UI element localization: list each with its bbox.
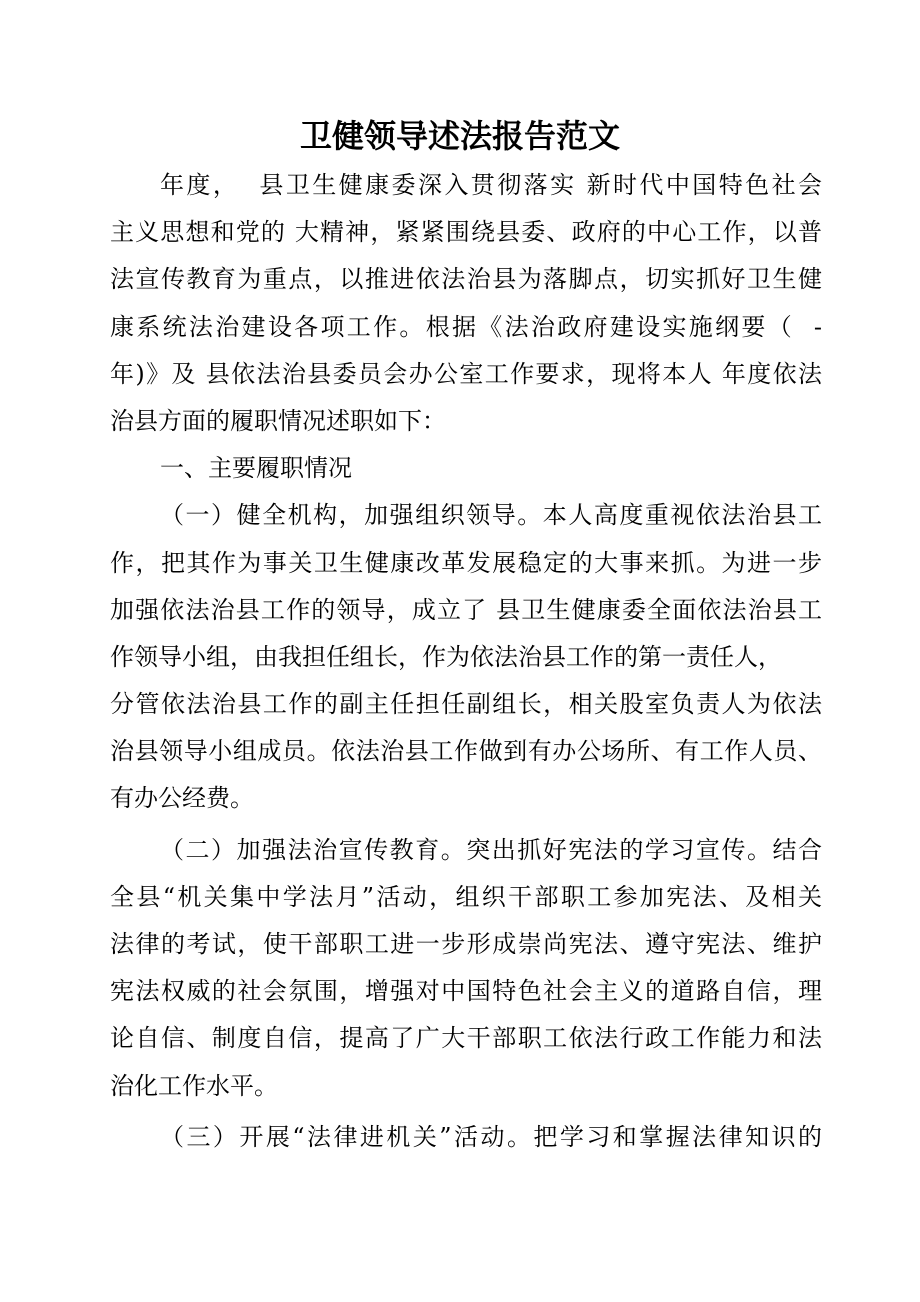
paragraph-line: 分管依法治县工作的副主任担任副组长，相关股室负责人为依法 — [110, 690, 822, 719]
paragraph-line: 作领导小组，由我担任组长，作为依法治县工作的第一责任人， — [110, 642, 782, 671]
paragraph-line: 宪法权威的社会氛围，增强对中国特色社会主义的道路自信，理 — [110, 977, 822, 1006]
paragraph-line: 治县方面的履职情况述职如下： — [110, 406, 446, 435]
section-heading: 一、主要履职情况 — [160, 454, 352, 483]
paragraph-line: 法宣传教育为重点，以推进依法治县为落脚点，切实抓好卫生健 — [110, 265, 822, 294]
paragraph-line: 治县领导小组成员。依法治县工作做到有办公场所、有工作人员、 — [110, 737, 822, 766]
paragraph-line: 加强依法治县工作的领导，成立了 县卫生健康委全面依法治县工 — [110, 595, 822, 624]
paragraph-line: （一）健全机构，加强组织领导。本人高度重视依法治县工 — [160, 501, 822, 530]
paragraph-line: 有办公经费。 — [110, 784, 254, 813]
paragraph-line: 作，把其作为事关卫生健康改革发展稳定的大事来抓。为进一步 — [110, 548, 822, 577]
document-title: 卫健领导述法报告范文 — [299, 117, 620, 155]
paragraph-line: 年)》及 县依法治县委员会办公室工作要求，现将本人 年度依法 — [110, 359, 822, 388]
paragraph-line: 全县“机关集中学法月”活动，组织干部职工参加宪法、及相关 — [110, 882, 822, 911]
paragraph-line: 年度， 县卫生健康委深入贯彻落实 新时代中国特色社会 — [160, 171, 822, 199]
paragraph-line: 康系统法治建设各项工作。根据《法治政府建设实施纲要（ - — [110, 312, 822, 341]
paragraph-line: 治化工作水平。 — [110, 1071, 278, 1100]
paragraph-line: 论自信、制度自信，提高了广大干部职工依法行政工作能力和法 — [110, 1024, 822, 1053]
paragraph-line: （三）开展“法律进机关”活动。把学习和掌握法律知识的 — [160, 1122, 822, 1151]
paragraph-line: 法律的考试，使干部职工进一步形成崇尚宪法、遵守宪法、维护 — [110, 930, 822, 958]
paragraph-line: 主义思想和党的 大精神，紧紧围绕县委、政府的中心工作，以普 — [110, 218, 822, 247]
document-body — [110, 162, 822, 1161]
paragraph-line: （二）加强法治宣传教育。突出抓好宪法的学习宣传。结合 — [160, 835, 822, 864]
